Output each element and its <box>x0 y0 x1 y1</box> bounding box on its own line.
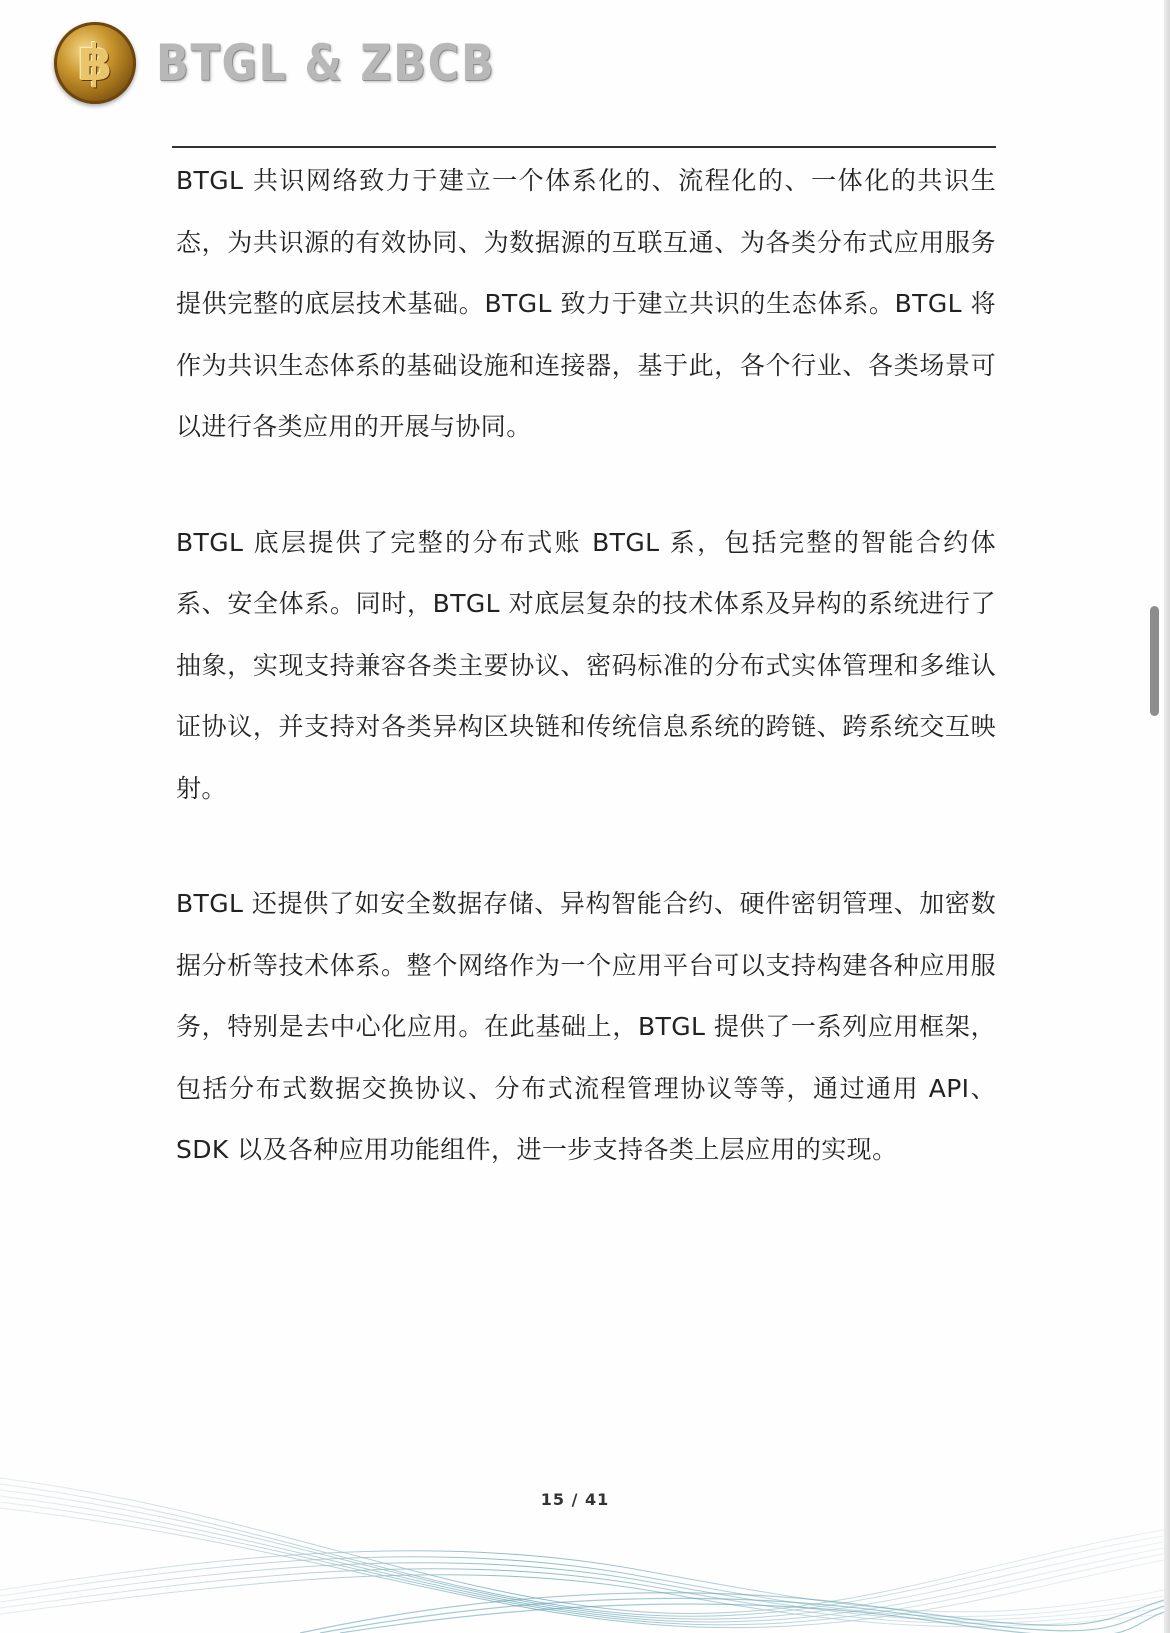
page-edge-shadow <box>1164 0 1170 1633</box>
vertical-scrollbar-thumb[interactable] <box>1150 606 1159 716</box>
paragraph-spacer <box>176 819 996 873</box>
bitcoin-coin-icon <box>54 22 136 104</box>
header-divider <box>172 146 996 148</box>
paragraph-1: BTGL 共识网络致力于建立一个体系化的、流程化的、一体化的共识生态，为共识源的有效协同、为数据源的互联互通、为各类分布式应用服务提供完整的底层技术基础。BTGL 致力于建立共识的生态体系。BTGL 将作为共识生态体系的基础设施和连接器，基于此，各个行业、各类场景可以进行各类应用的开展与协同。 <box>176 166 996 441</box>
paragraph-3: BTGL 还提供了如安全数据存储、异构智能合约、硬件密钥管理、加密数据分析等技术体系。整个网络作为一个应用平台可以支持构建各种应用服务，特别是去中心化应用。在此基础上，BTGL 提供了一系列应用框架，包括分布式数据交换协议、分布式流程管理协议等等，通过通用 API、SDK 以及各种应用功能组件，进一步支持各类上层应用的实现。 <box>176 889 996 1164</box>
document-body <box>176 150 996 1181</box>
paragraph-spacer <box>176 458 996 512</box>
bitcoin-symbol-icon: ฿ <box>77 34 113 92</box>
page-number: 15 / 41 <box>540 1490 610 1509</box>
brand-title: BTGL & ZBCB <box>156 34 496 92</box>
paragraph-2: BTGL 底层提供了完整的分布式账 BTGL 系，包括完整的智能合约体系、安全体系。同时，BTGL 对底层复杂的技术体系及异构的系统进行了抽象，实现支持兼容各类主要协议、密码标准的分布式实体管理和多维认证协议，并支持对各类异构区块链和传统信息系统的跨链、跨系统交互映射。 <box>176 527 996 803</box>
